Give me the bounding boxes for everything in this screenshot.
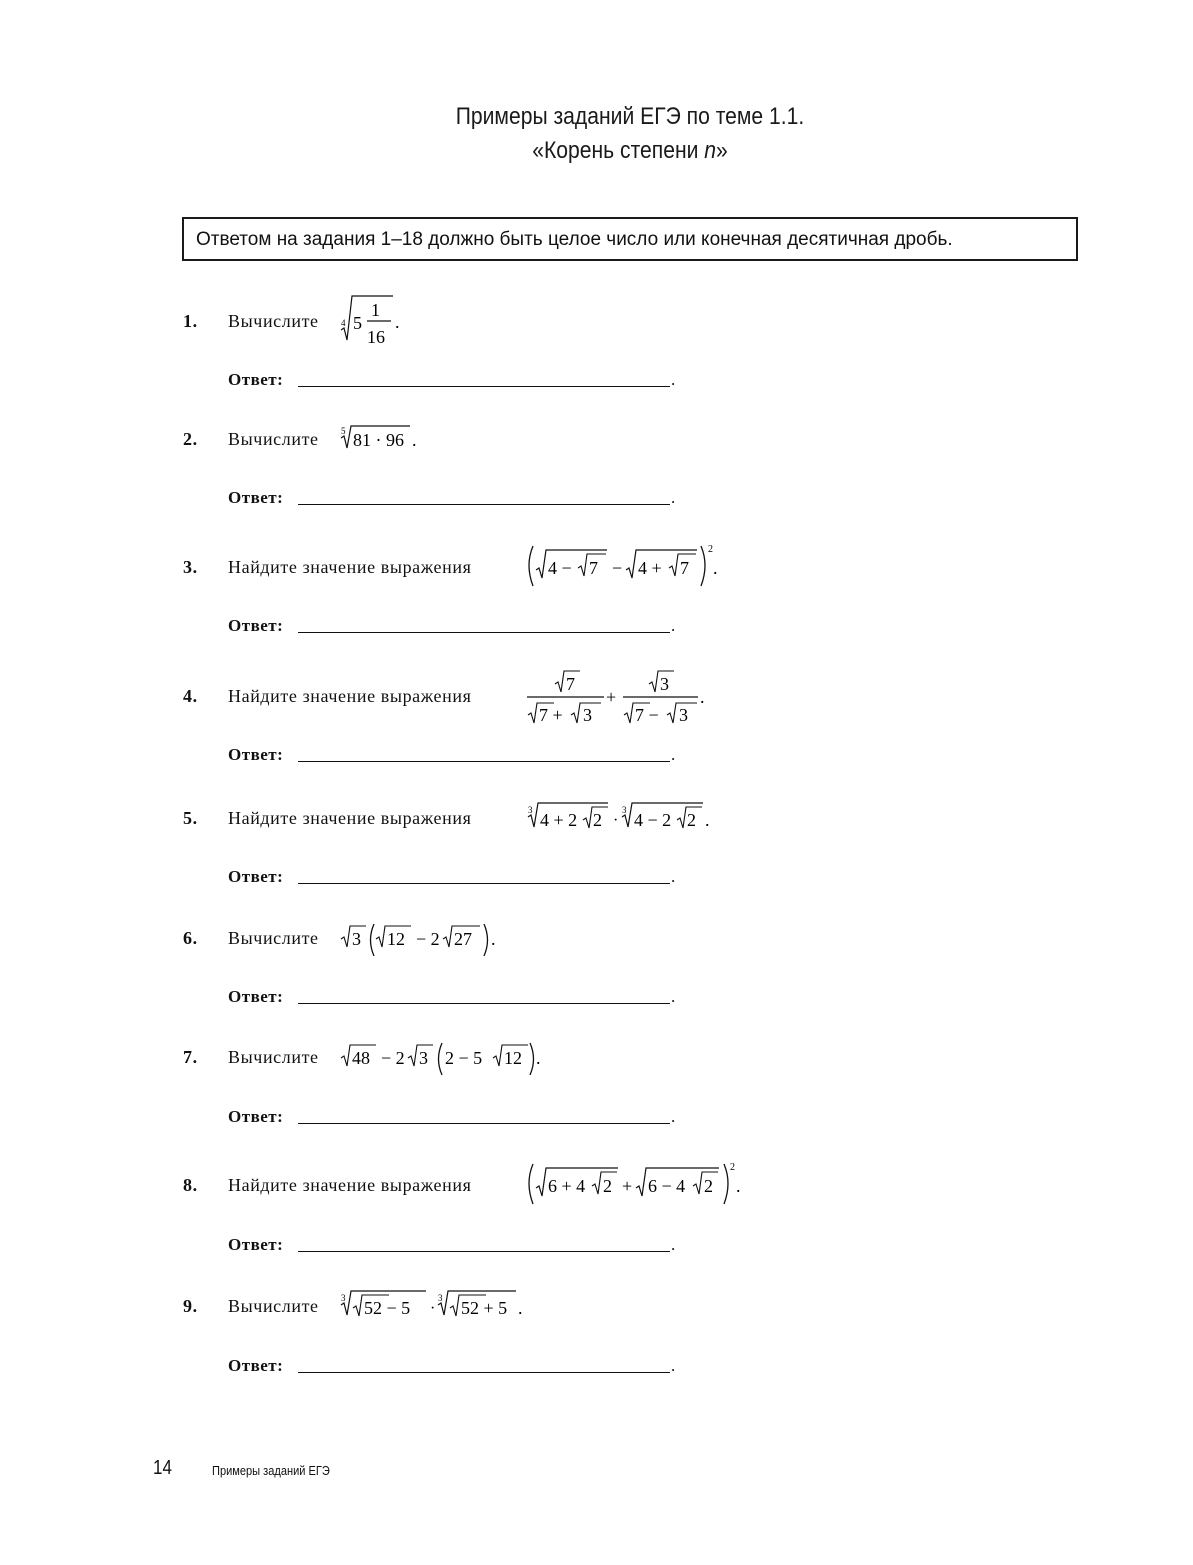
svg-text:+: + [622,1176,633,1196]
answer-row-8: Ответ: . [228,1235,676,1254]
task-number: 6. [183,928,198,948]
answer-label: Ответ: [228,488,284,507]
title-line-2: «Корень степени n» [532,137,728,164]
svg-text:52 − 5: 52 − 5 [364,1298,411,1318]
svg-text:.: . [518,1298,523,1318]
answer-input-7[interactable] [298,1123,670,1124]
answer-input-3[interactable] [298,632,670,633]
answer-input-8[interactable] [298,1251,670,1252]
svg-text:7 −: 7 − [635,705,659,725]
answer-input-6[interactable] [298,1003,670,1004]
page-number: 14 [153,1457,172,1479]
svg-text:3: 3 [679,705,688,725]
svg-text:3: 3 [622,805,627,815]
answer-input-2[interactable] [298,504,670,505]
svg-text:3: 3 [352,929,361,949]
svg-text:16: 16 [367,327,385,347]
svg-text:4 − 2: 4 − 2 [634,810,672,830]
svg-text:2: 2 [603,1176,612,1196]
svg-text:.: . [395,312,400,332]
task-number: 4. [183,686,198,706]
svg-text:− 2: − 2 [416,929,440,949]
svg-text:3: 3 [660,674,669,694]
svg-text:2: 2 [704,1176,713,1196]
svg-text:27: 27 [454,929,472,949]
svg-text:4: 4 [341,318,346,328]
svg-text:12: 12 [387,929,405,949]
task-prompt: Найдите значение выражения [228,557,472,577]
svg-text:5: 5 [353,313,362,333]
answer-label: Ответ: [228,1356,284,1375]
svg-text:12: 12 [504,1048,522,1068]
task-5-expression [525,800,725,832]
task-2-expression [338,422,428,452]
svg-text:.: . [412,430,417,450]
answer-format-notice: Ответом на задания 1–18 должно быть целое число или конечная десятичная дробь. [182,217,1078,261]
footer-section: Примеры заданий ЕГЭ [212,1463,330,1478]
svg-text:·: · [613,812,619,829]
task-7-expression [338,1037,548,1079]
task-number: 1. [183,311,198,331]
svg-text:3: 3 [528,805,533,815]
title-line-1: Примеры заданий ЕГЭ по теме 1.1. [455,103,805,130]
svg-text:4 + 2: 4 + 2 [540,810,578,830]
svg-text:2: 2 [730,1162,735,1173]
svg-text:.: . [491,929,496,949]
answer-row-2: Ответ: . [228,488,676,507]
task-prompt: Вычислите [228,1047,319,1067]
answer-row-5: Ответ: . [228,867,676,886]
task-8-expression [524,1158,754,1212]
task-prompt: Вычислите [228,429,319,449]
svg-text:2: 2 [708,544,713,555]
svg-text:3: 3 [438,1293,443,1303]
answer-label: Ответ: [228,745,284,764]
svg-text:4 −: 4 − [548,558,572,578]
answer-input-1[interactable] [298,386,670,387]
svg-text:+: + [606,687,617,707]
svg-text:−: − [612,558,623,578]
svg-text:52 + 5: 52 + 5 [461,1298,508,1318]
task-prompt: Найдите значение выражения [228,686,472,706]
answer-label: Ответ: [228,1107,284,1126]
svg-text:.: . [700,687,705,707]
task-3-expression [524,540,734,594]
svg-text:− 2: − 2 [381,1048,405,1068]
task-prompt: Найдите значение выражения [228,808,472,828]
svg-text:2: 2 [593,810,602,830]
svg-text:7 +: 7 + [539,705,563,725]
svg-text:3: 3 [419,1048,428,1068]
answer-row-9: Ответ: . [228,1356,676,1375]
svg-text:1: 1 [371,300,380,320]
answer-label: Ответ: [228,867,284,886]
svg-text:3: 3 [341,1293,346,1303]
svg-text:7: 7 [589,558,598,578]
answer-row-4: Ответ: . [228,745,676,764]
svg-text:81 · 96: 81 · 96 [353,430,404,450]
svg-text:4 +: 4 + [638,558,662,578]
answer-row-3: Ответ: . [228,616,676,635]
task-number: 8. [183,1175,198,1195]
svg-text:5: 5 [341,426,346,436]
svg-text:7: 7 [566,674,575,694]
svg-text:3: 3 [583,705,592,725]
svg-text:48: 48 [352,1048,370,1068]
task-prompt: Вычислите [228,311,319,331]
answer-row-1: Ответ: . [228,370,676,389]
answer-row-6: Ответ: . [228,987,676,1006]
answer-input-9[interactable] [298,1372,670,1373]
svg-text:.: . [713,558,718,578]
task-number: 5. [183,808,198,828]
svg-text:.: . [736,1176,741,1196]
page-title [340,100,921,168]
task-prompt: Вычислите [228,928,319,948]
svg-text:2: 2 [687,810,696,830]
task-prompt: Найдите значение выражения [228,1175,472,1195]
answer-row-7: Ответ: . [228,1107,676,1126]
task-number: 2. [183,429,198,449]
answer-input-5[interactable] [298,883,670,884]
answer-label: Ответ: [228,987,284,1006]
svg-text:.: . [536,1048,541,1068]
answer-input-4[interactable] [298,761,670,762]
svg-text:2 − 5: 2 − 5 [445,1048,483,1068]
svg-text:·: · [430,1300,436,1317]
task-4-expression [524,668,724,730]
answer-label: Ответ: [228,370,284,389]
task-number: 3. [183,557,198,577]
svg-text:6 − 4: 6 − 4 [648,1176,686,1196]
svg-text:6 + 4: 6 + 4 [548,1176,586,1196]
task-number: 9. [183,1296,198,1316]
task-prompt: Вычислите [228,1296,319,1316]
task-number: 7. [183,1047,198,1067]
svg-text:.: . [705,810,710,830]
task-9-expression [338,1288,538,1320]
task-6-expression [338,918,508,960]
answer-label: Ответ: [228,1235,284,1254]
task-1-expression [338,292,408,348]
answer-label: Ответ: [228,616,284,635]
svg-text:7: 7 [680,558,689,578]
